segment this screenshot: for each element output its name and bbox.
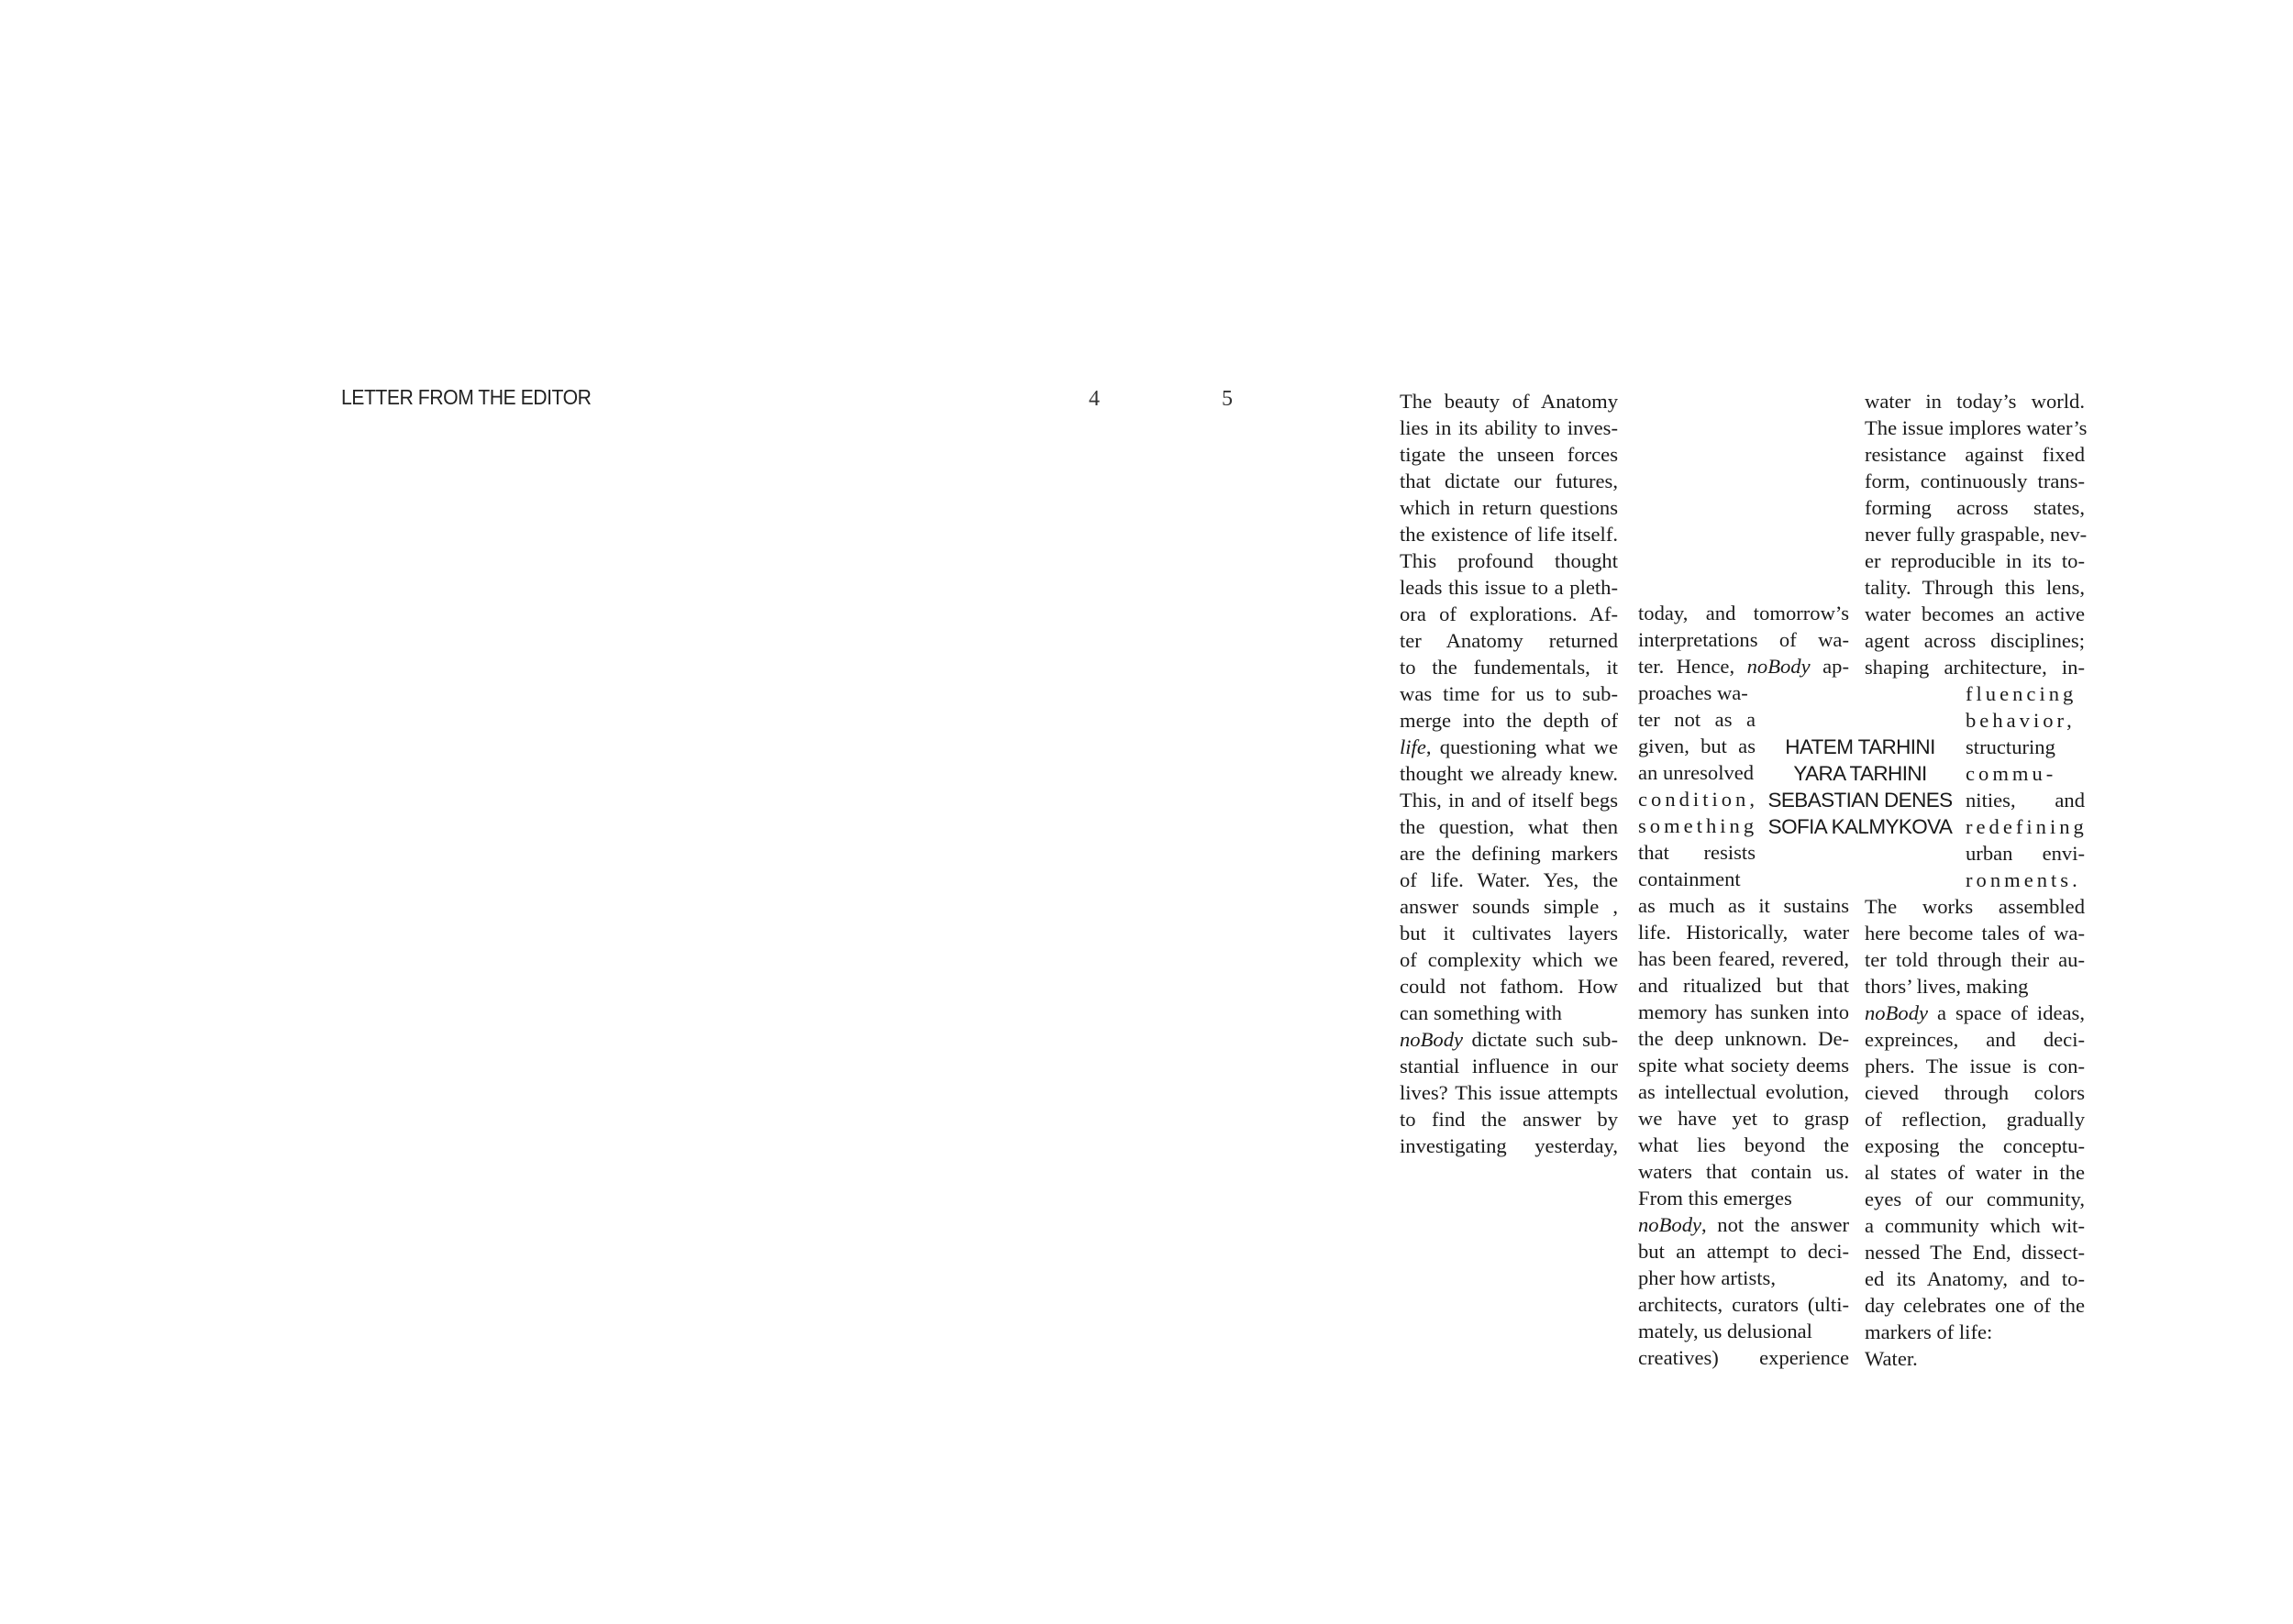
text-line: was time for us to sub- — [1400, 682, 1618, 705]
editorial-column-1 — [1400, 388, 1618, 1159]
text-line: but it cultivates layers — [1400, 922, 1618, 945]
text-line: tigate the unseen forces — [1400, 443, 1618, 466]
text-line: containment — [1638, 867, 1741, 890]
emphasis-text: noBody — [1400, 1028, 1464, 1051]
page-number-right: 5 — [1222, 387, 1233, 411]
text-line: ter not as a — [1638, 708, 1756, 731]
text-line: given, but as — [1638, 735, 1756, 757]
text-line: that resists — [1638, 841, 1756, 864]
text-line: waters that contain us. — [1638, 1160, 1849, 1183]
text-line: what lies beyond the — [1638, 1133, 1849, 1156]
text-line: nessed The End, dissect- — [1865, 1241, 2085, 1264]
text-line: day celebrates one of the — [1865, 1294, 2085, 1317]
text-line: er reproducible in its to- — [1865, 549, 2085, 572]
emphasis-text: life — [1400, 735, 1426, 758]
text-line: thought we already knew. — [1400, 762, 1618, 785]
text-line: of reflection, gradually — [1865, 1108, 2085, 1131]
text-line: markers of life: — [1865, 1320, 1993, 1343]
text-line: Water. — [1865, 1347, 1918, 1370]
text-line: of complexity which we — [1400, 948, 1618, 971]
text-line: The issue implores water’s — [1865, 416, 2088, 439]
text-line: form, continuously trans- — [1865, 470, 2085, 492]
text-line: and ritualized but that — [1638, 974, 1849, 997]
text-line: cieved through colors — [1865, 1081, 2085, 1104]
text-line: noBody dictate such sub- — [1400, 1028, 1618, 1051]
text-line: life. Historically, water — [1638, 921, 1849, 944]
text-line: redefining — [1966, 815, 2088, 838]
text-line: ed its Anatomy, and to- — [1865, 1267, 2085, 1290]
text-line: ter told through their au- — [1865, 948, 2085, 971]
text-line: to find the answer by — [1400, 1108, 1618, 1131]
text-line: lives? This issue attempts — [1400, 1081, 1618, 1104]
text-line: ronments. — [1966, 868, 2081, 891]
text-line: we have yet to grasp — [1638, 1107, 1849, 1130]
text-line: fluencing — [1966, 682, 2077, 705]
text-line: condition, — [1638, 788, 1758, 811]
text-line: nities, and — [1966, 789, 2085, 812]
text-line: proaches wa- — [1638, 681, 1748, 704]
text-line: of life. Water. Yes, the — [1400, 868, 1618, 891]
text-line: can something with — [1400, 1001, 1562, 1024]
text-line: as intellectual evolution, — [1638, 1080, 1849, 1103]
text-line: agent across disciplines; — [1865, 629, 2085, 652]
text-line: creatives) experience — [1638, 1346, 1849, 1369]
text-line: The beauty of Anatomy — [1400, 390, 1618, 413]
text-line: the question, what then — [1400, 815, 1618, 838]
text-line: water in today’s world. — [1865, 390, 2085, 413]
text-line: This, in and of itself begs — [1400, 789, 1618, 812]
text-line: leads this issue to a pleth- — [1400, 576, 1618, 599]
emphasis-text: noBody — [1746, 655, 1811, 678]
text-line: water becomes an active — [1865, 602, 2085, 625]
text-line: to the fundementals, it — [1400, 656, 1618, 679]
text-line: memory has sunken into — [1638, 1000, 1849, 1023]
text-line: the existence of life itself. — [1400, 523, 1618, 546]
text-line: the deep unknown. De- — [1638, 1027, 1849, 1050]
text-line: al states of water in the — [1865, 1161, 2085, 1184]
text-line: shaping architecture, in- — [1865, 656, 2085, 679]
text-line: ter. Hence, noBody ap- — [1638, 655, 1850, 678]
text-line: an unresolved — [1638, 761, 1755, 784]
text-line: architects, curators (ulti- — [1638, 1293, 1849, 1316]
text-line: From this emerges — [1638, 1187, 1792, 1210]
text-line: today, and tomorrow’s — [1638, 602, 1849, 624]
text-line: a community which wit- — [1865, 1214, 2085, 1237]
editorial-column-2 — [1638, 600, 1849, 1371]
text-line: commu- — [1966, 762, 2057, 785]
text-line: here become tales of wa- — [1865, 922, 2085, 945]
text-line: that dictate our futures, — [1400, 470, 1618, 492]
text-line: merge into the depth of — [1400, 709, 1618, 732]
credit-name: SEBASTIAN DENES — [1767, 789, 1953, 812]
credit-name: HATEM TARHINI — [1785, 735, 1935, 758]
text-line: which in return questions — [1400, 496, 1618, 519]
text-line: ora of explorations. Af- — [1400, 602, 1618, 625]
text-line: resistance against fixed — [1865, 443, 2085, 466]
text-line: are the defining markers — [1400, 842, 1618, 865]
page-number-left: 4 — [1089, 387, 1100, 411]
text-line: spite what society deems — [1638, 1054, 1849, 1077]
text-line: urban envi- — [1966, 842, 2085, 865]
text-line: exposing the conceptu- — [1865, 1134, 2085, 1157]
text-line: answer sounds simple , — [1400, 895, 1618, 918]
text-line: never fully graspable, nev- — [1865, 523, 2088, 546]
text-line: could not fathom. How — [1400, 975, 1618, 998]
text-line: stantial influence in our — [1400, 1055, 1618, 1077]
text-line: as much as it sustains — [1638, 894, 1849, 917]
text-line: has been feared, revered, — [1638, 947, 1849, 970]
text-line: lies in its ability to inves- — [1400, 416, 1618, 439]
credit-name: YARA TARHINI — [1793, 762, 1927, 785]
text-line: This profound thought — [1400, 549, 1618, 572]
text-line: something — [1638, 814, 1758, 837]
text-line: forming across states, — [1865, 496, 2085, 519]
text-line: behavior, — [1966, 709, 2076, 732]
text-line: pher how artists, — [1638, 1266, 1776, 1289]
text-line: mately, us delusional — [1638, 1320, 1812, 1342]
emphasis-text: noBody — [1865, 1001, 1929, 1024]
text-line: life, questioning what we — [1400, 735, 1618, 758]
text-line: eyes of our community, — [1865, 1188, 2085, 1210]
text-line: The works assembled — [1865, 895, 2085, 918]
editorial-column-3 — [1865, 388, 2088, 1372]
text-line: noBody, not the answer — [1638, 1213, 1849, 1236]
credit-name: SOFIA KALMYKOVA — [1767, 815, 1953, 838]
section-title: LETTER FROM THE EDITOR — [341, 385, 592, 409]
text-line: interpretations of wa- — [1638, 628, 1849, 651]
text-line: expreinces, and deci- — [1865, 1028, 2085, 1051]
text-line: noBody a space of ideas, — [1865, 1001, 2085, 1024]
text-line: thors’ lives, making — [1865, 975, 2029, 998]
text-line: structuring — [1966, 735, 2055, 758]
emphasis-text: noBody — [1638, 1213, 1702, 1236]
text-line: phers. The issue is con- — [1865, 1055, 2085, 1077]
text-line: ter Anatomy returned — [1400, 629, 1618, 652]
text-line: but an attempt to deci- — [1638, 1240, 1849, 1263]
text-line: investigating yesterday, — [1400, 1134, 1618, 1157]
text-line: tality. Through this lens, — [1865, 576, 2085, 599]
